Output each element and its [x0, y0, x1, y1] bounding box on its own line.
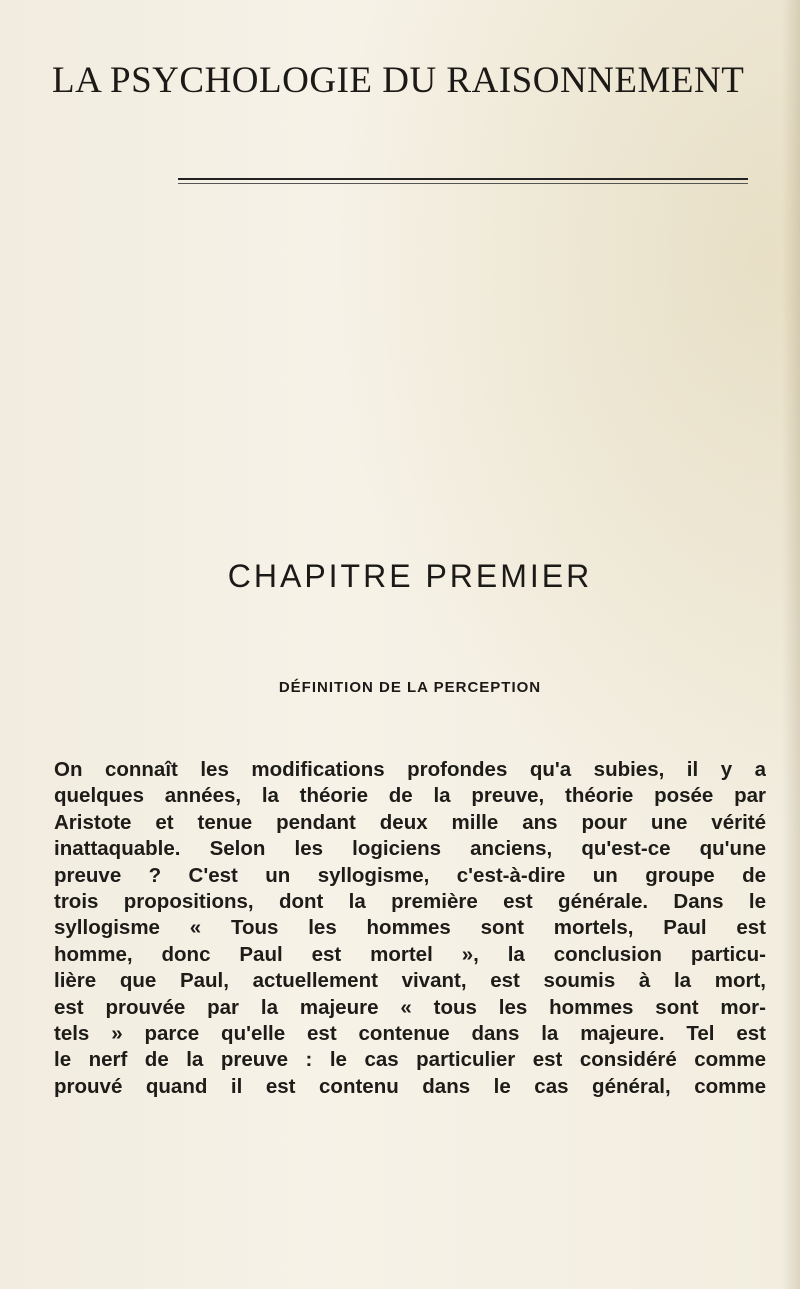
text-line: prouvé quand il est contenu dans le cas général, comme [54, 1074, 766, 1098]
text-line: le nerf de la preuve : le cas particulier est considéré comme [54, 1048, 766, 1072]
running-head: LA PSYCHOLOGIE DU RAISONNEMENT [52, 60, 745, 101]
text-line: On connaît les modifications profondes qu'a subies, il y a [54, 758, 766, 781]
text-line: Aristote et tenue pendant deux mille ans pour une vérité [54, 810, 766, 834]
text-line: tels » parce qu'elle est contenue dans la majeure. Tel est [54, 1022, 766, 1046]
text-line: syllogisme « Tous les hommes sont mortels, Paul est [54, 916, 766, 940]
page-edge-shadow [782, 0, 800, 1289]
text-line: inattaquable. Selon les logiciens anciens, qu'est-ce qu'une [54, 837, 766, 861]
header-rule [178, 178, 748, 180]
text-line: lière que Paul, actuellement vivant, est soumis à la mort, [54, 969, 766, 993]
body-paragraph [54, 757, 766, 1100]
text-line: trois propositions, dont la première est générale. Dans le [54, 890, 766, 914]
text-line: preuve ? C'est un syllogisme, c'est-à-dire un groupe de [54, 863, 766, 887]
chapter-subtitle: DÉFINITION DE LA PERCEPTION [278, 679, 542, 696]
text-line: est prouvée par la majeure « tous les hommes sont mor- [54, 995, 766, 1019]
chapter-title: CHAPITRE PREMIER [227, 558, 593, 594]
text-line: homme, donc Paul est mortel », la conclusion particu- [54, 942, 766, 966]
text-line: quelques années, la théorie de la preuve, théorie posée par [54, 784, 766, 808]
